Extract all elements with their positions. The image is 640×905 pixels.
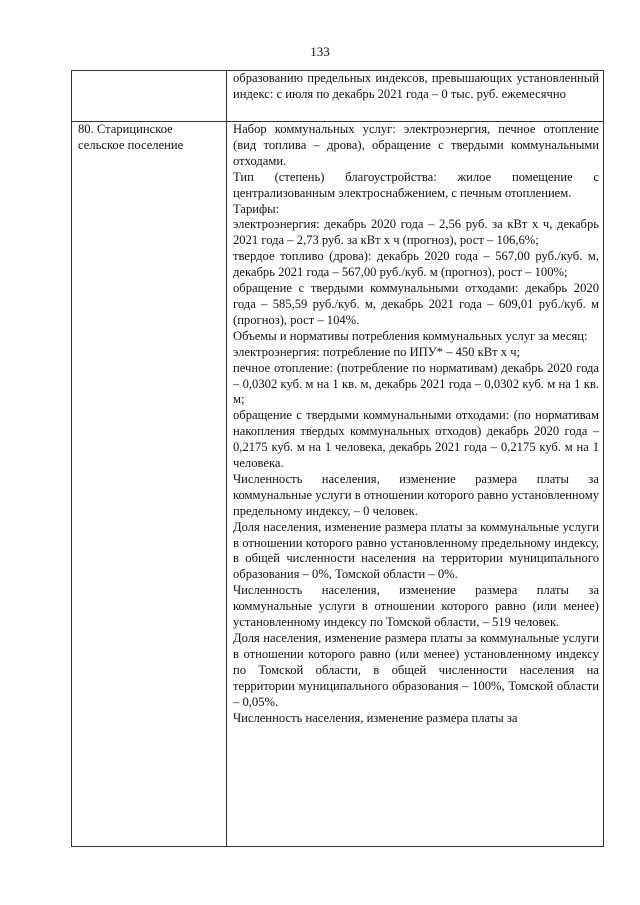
paragraph: Объемы и нормативы потребления коммунальных услуг за месяц:	[233, 328, 588, 343]
continued-paragraph: образованию предельных индексов, превышающих установленный индекс: с июля по декабрь 2021 года – 0 тыс. руб. ежемесячно	[233, 71, 599, 101]
paragraph: обращение с твердыми коммунальными отходами: декабрь 2020 года – 585,59 руб./куб. м, декабрь 2021 года – 609,01 руб./куб. м (прогноз), рост – 104%.	[233, 281, 599, 327]
description-cell-continued	[227, 71, 604, 122]
paragraph: твердое топливо (дрова): декабрь 2020 года – 567,00 руб./куб. м, декабрь 2021 года – 567,00 руб./куб. м (прогноз), рост – 100%;	[233, 249, 599, 280]
paragraph: Численность населения, изменение размера платы за	[233, 710, 518, 725]
document-table	[71, 70, 604, 847]
paragraph: Набор коммунальных услуг: электроэнергия, печное отопление (вид топлива – дрова), обращение с твердыми коммунальными отходами.	[233, 122, 599, 168]
municipality-cell	[72, 122, 227, 847]
paragraph: Доля населения, изменение размера платы за коммунальные услуги в отношении которого равно установленному предельному индексу, в общей численности населения на территории муниципального образования – 0%, Томской области – 0%.	[233, 519, 599, 582]
paragraph: Численность населения, изменение размера платы за коммунальные услуги в отношении которого равно установленному предельному индексу, – 0 человек.	[233, 471, 599, 518]
paragraph: Тип (степень) благоустройства: жилое помещение с централизованным электроснабжением, с печным отоплением.	[233, 169, 599, 200]
municipality-cell-empty	[72, 71, 227, 122]
paragraph: электроэнергия: декабрь 2020 года – 2,56 руб. за кВт х ч, декабрь 2021 года – 2,73 руб. за кВт х ч (прогноз), рост – 106,6%;	[233, 217, 599, 248]
paragraph: Тарифы:	[233, 201, 280, 216]
table-row-continued	[72, 71, 604, 122]
municipality-name: 80. Старицинское сельское поселение	[78, 122, 184, 152]
paragraph: электроэнергия: потребление по ИПУ* – 450 кВт х ч;	[233, 344, 521, 359]
description-cell	[227, 122, 604, 847]
table-row-80	[72, 122, 604, 847]
page-number: 133	[310, 44, 330, 59]
paragraph: Доля населения, изменение размера платы за коммунальные услуги в отношении которого равно (или менее) установленному индексу по Томской области, в общей численности населения на территории муниципального образования – 100%, Томской области – 0,05%.	[233, 631, 599, 709]
paragraph: обращение с твердыми коммунальными отходами: (по нормативам накопления твердых коммунальных отходов) декабрь 2020 года – 0,2175 куб. м на 1 человека, декабрь 2021 года – 0,2175 куб. м на 1 человека.	[233, 408, 599, 471]
paragraph: печное отопление: (потребление по нормативам) декабрь 2020 года – 0,0302 куб. м на 1 кв. м, декабрь 2021 года – 0,0302 куб. м на 1 кв. м;	[233, 360, 599, 407]
paragraph: Численность населения, изменение размера платы за коммунальные услуги в отношении которого равно (или менее) установленному индексу по Томской области, – 519 человек.	[233, 583, 599, 630]
